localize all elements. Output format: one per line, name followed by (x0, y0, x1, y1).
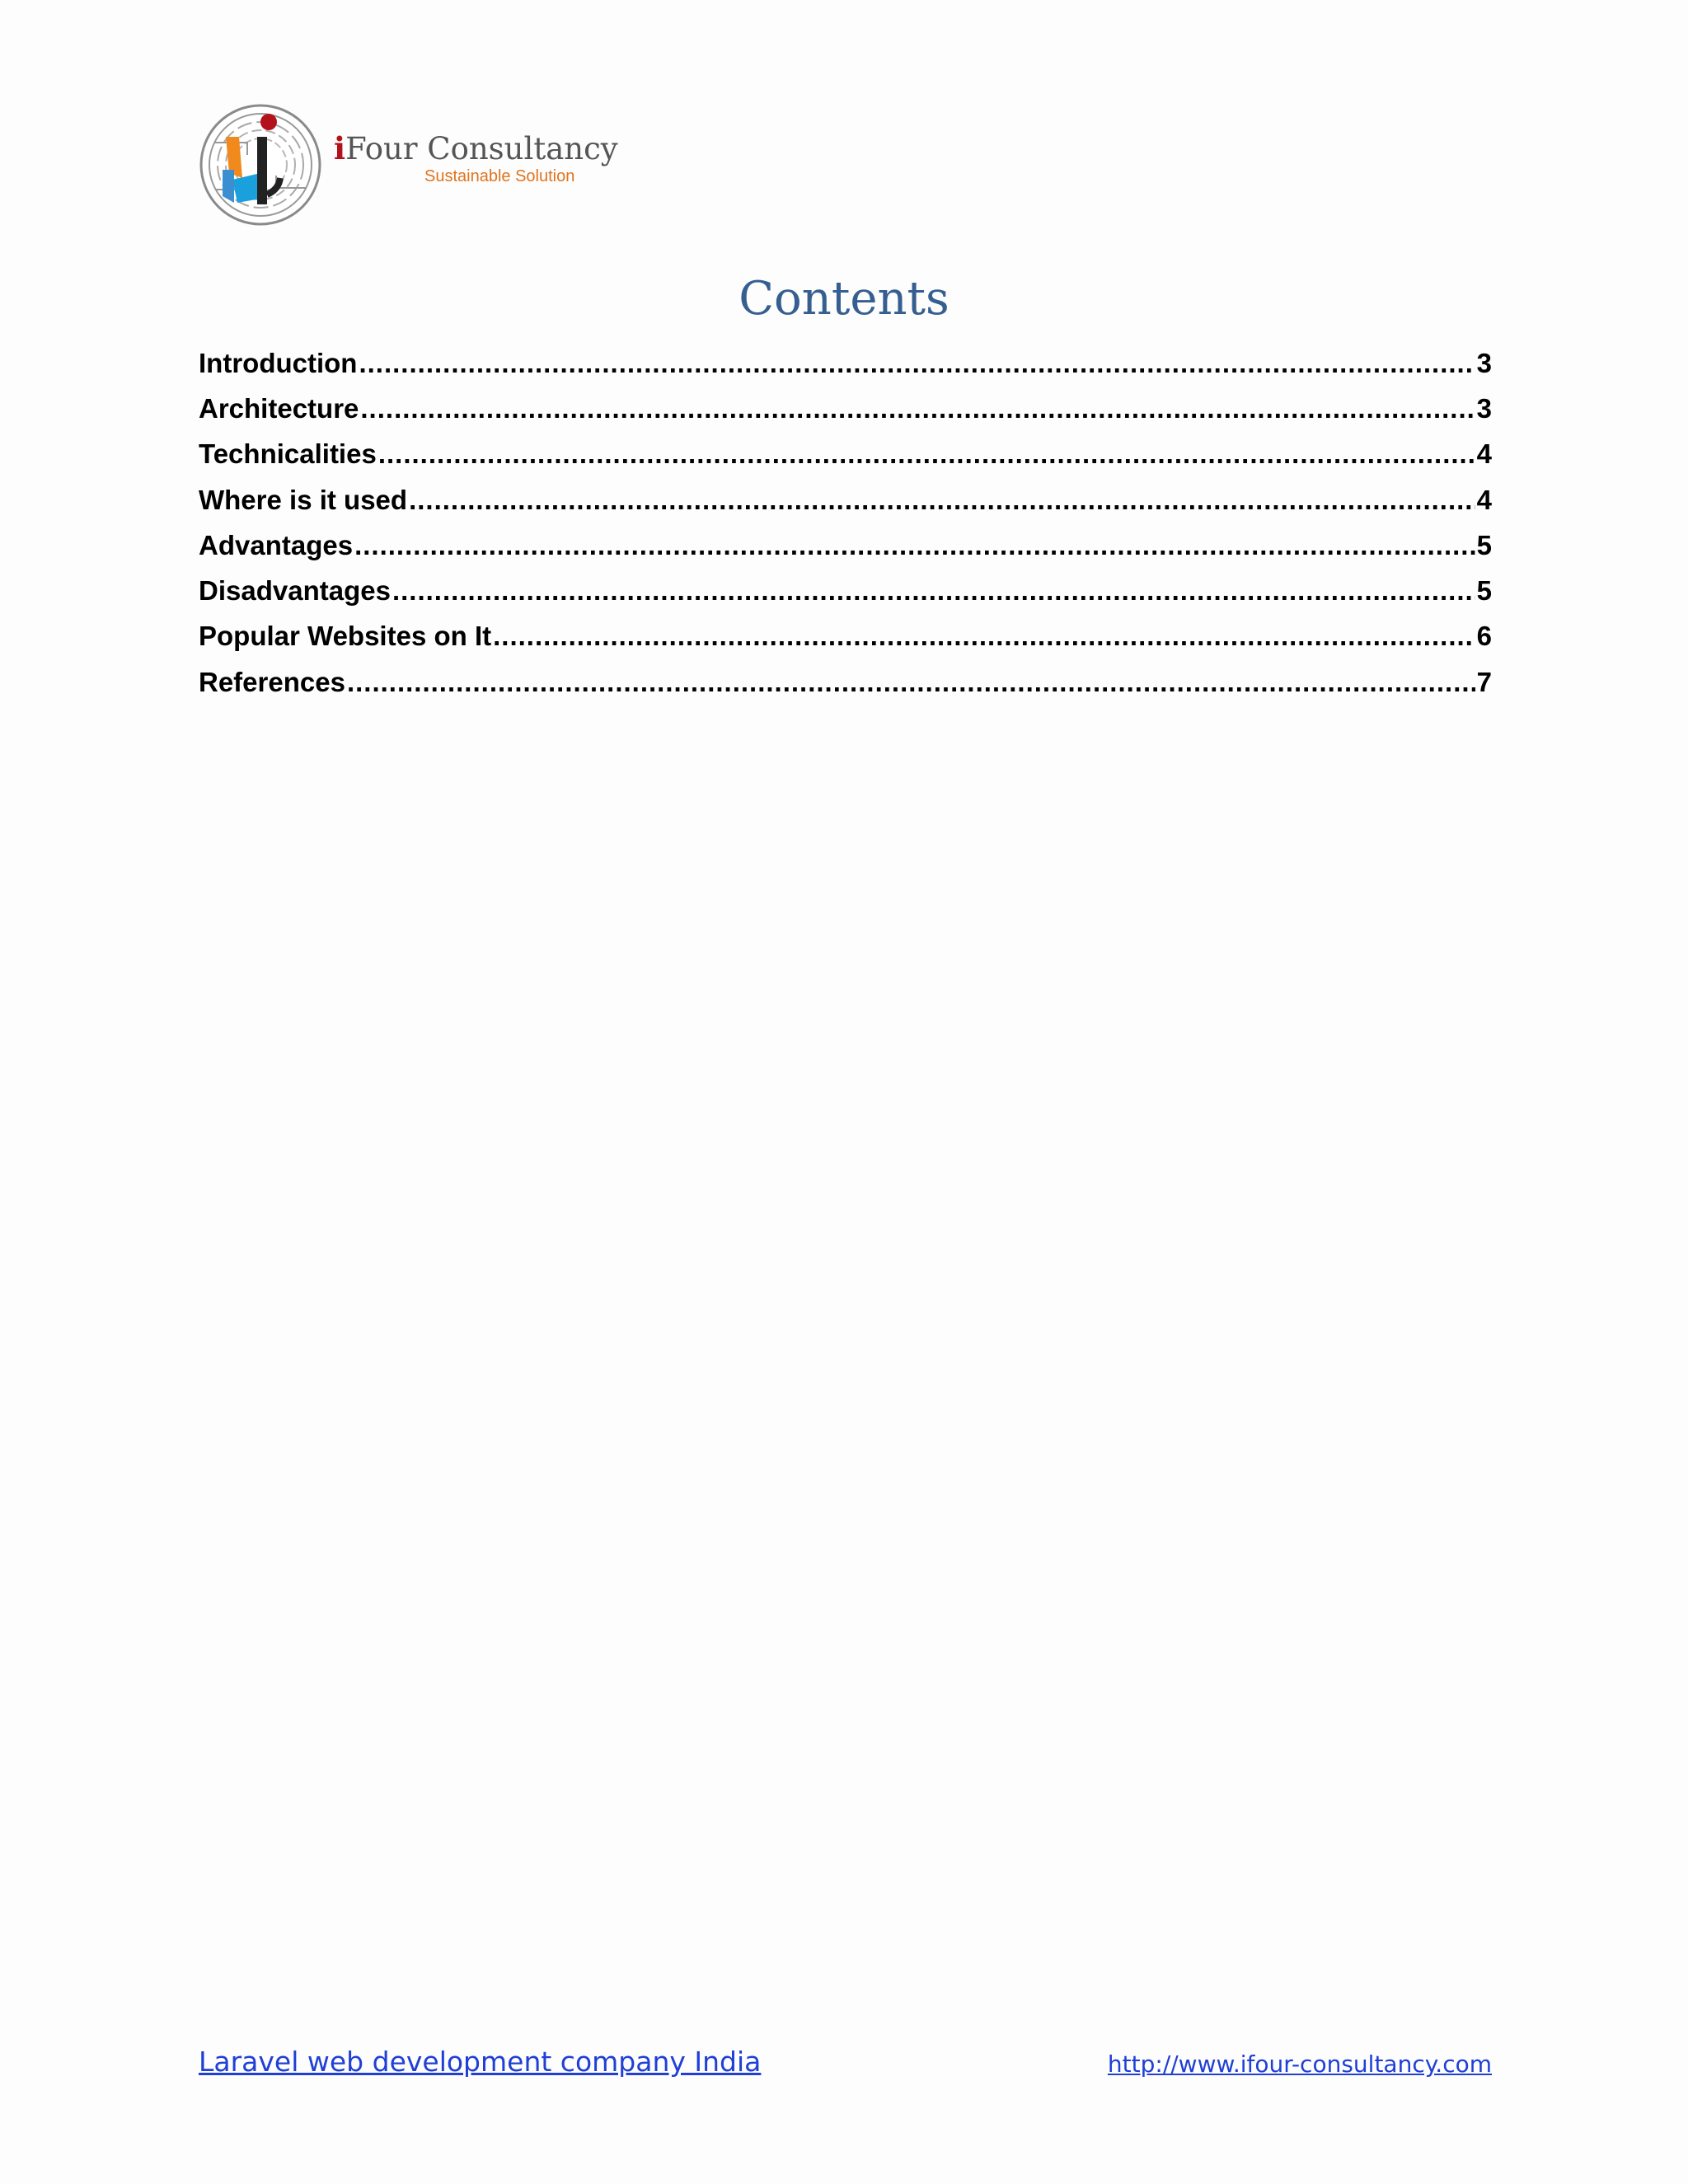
toc-dot-leader (378, 438, 1475, 470)
toc-entry-disadvantages[interactable] (199, 568, 1492, 613)
brand (334, 129, 618, 187)
footer-company-link[interactable]: Laravel web development company India (199, 2046, 762, 2078)
toc-entry-architecture[interactable] (199, 386, 1492, 431)
toc-entry-label: Architecture (199, 392, 359, 424)
toc-entry-page: 3 (1476, 392, 1492, 424)
toc-entry-page: 7 (1476, 666, 1492, 697)
toc-dot-leader (359, 348, 1475, 379)
toc-entry-page: 3 (1476, 347, 1492, 378)
toc-dot-leader (360, 393, 1475, 424)
toc-entry-label: References (199, 666, 345, 697)
toc-dot-leader (493, 621, 1475, 652)
toc-entry-label: Introduction (199, 347, 358, 378)
toc-entry-label: Popular Websites on It (199, 621, 492, 652)
toc-entry-popular-websites[interactable] (199, 614, 1492, 659)
brand-name-rest: Four Consultancy (345, 130, 618, 166)
toc-dot-leader (354, 530, 1475, 561)
toc-entry-page: 4 (1476, 438, 1492, 470)
toc-entry-references[interactable] (199, 659, 1492, 705)
toc-entry-technicalities[interactable] (199, 432, 1492, 477)
toc-entry-page: 5 (1476, 575, 1492, 607)
toc-entry-page: 5 (1476, 529, 1492, 560)
toc-title: Contents (738, 272, 950, 326)
toc-entry-label: Where is it used (199, 484, 408, 515)
ifour-logo-icon (198, 97, 326, 229)
toc-entry-advantages[interactable] (199, 523, 1492, 568)
footer-website-link[interactable]: http://www.ifour-consultancy.com (1107, 2050, 1492, 2078)
toc-dot-leader (347, 667, 1475, 698)
toc-entry-introduction[interactable] (199, 340, 1492, 386)
toc-entry-label: Technicalities (199, 438, 377, 470)
toc-entry-page: 6 (1476, 621, 1492, 652)
brand-name (334, 129, 618, 166)
toc-entry-label: Advantages (199, 529, 354, 560)
brand-initial: i (334, 129, 346, 166)
toc-entry-where-is-it-used[interactable] (199, 477, 1492, 523)
toc-dot-leader (392, 575, 1475, 607)
table-of-contents (199, 340, 1492, 705)
toc-entry-page: 4 (1476, 484, 1492, 515)
brand-tagline: Sustainable Solution (424, 167, 575, 186)
header (198, 97, 618, 229)
toc-entry-label: Disadvantages (199, 575, 391, 607)
toc-dot-leader (409, 485, 1475, 516)
